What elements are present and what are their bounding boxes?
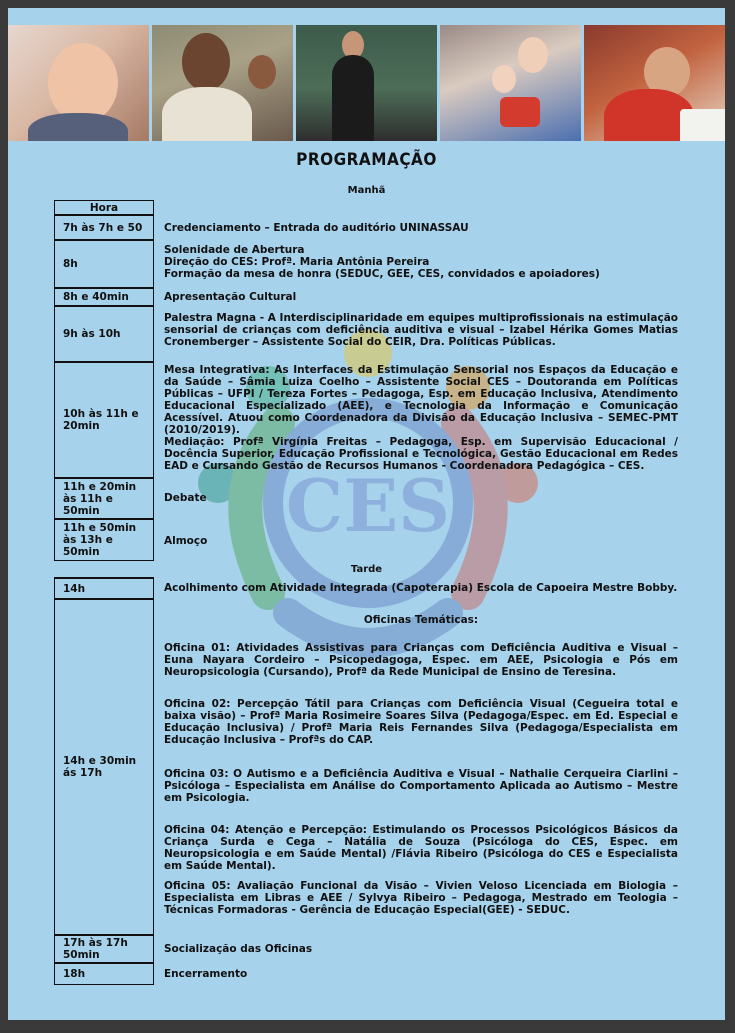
logo-text: CES: [285, 463, 451, 548]
banner-photo-child-hearing-aid: [8, 25, 149, 141]
description-line: Debate: [164, 492, 207, 504]
workshop-item: Oficina 01: Atividades Assistivas para Crianças com Deficiência Auditiva e Visual – Euna Nayara Cordeiro – Psicopedagoga, Espec. em AEE, Psicologia e Pós em Neuropsicologia (Cursando), Profª da Rede Municipal de Ensino de Teresina.: [164, 642, 678, 678]
schedule-description: [164, 492, 678, 504]
banner-photo-boys-classroom: [152, 25, 293, 141]
workshop-item: Oficina 03: O Autismo e a Deficiência Auditiva e Visual – Nathalie Cerqueira Ciarlini – Psicóloga – Especialista em Análise do Comportamento Aplicada ao Autismo – Mestre em Psicologia.: [164, 768, 678, 804]
hour-header: Hora: [54, 200, 154, 215]
description-line: Formação da mesa de honra (SEDUC, GEE, CES, convidados e apoiadores): [164, 268, 600, 280]
banner-photo-teacher-blackboard: [296, 25, 437, 141]
hour-cell: 10h às 11h e 20min: [54, 362, 154, 478]
page-title: PROGRAMAÇÃO: [296, 150, 437, 170]
hour-cell: 8h e 40min: [54, 288, 154, 306]
schedule-description: [164, 364, 678, 472]
workshop-item: Oficina 05: Avaliação Funcional da Visão – Vivien Veloso Licenciada em Biologia – Especialista em Libras e AEE / Sylvya Ribeiro – Pedagoga, Mestrado em Teologia – Técnicas Formadoras - Gerência de Educação Especial(GEE) - SEDUC.: [164, 880, 678, 916]
description-line: Credenciamento – Entrada do auditório UNINASSAU: [164, 222, 469, 234]
hour-cell: 14h: [54, 578, 154, 599]
morning-label: Manhã: [347, 185, 386, 196]
banner-photo-child-with-mother: [440, 25, 581, 141]
description-line: Encerramento: [164, 968, 248, 980]
hour-cell: 17h às 17h 50min: [54, 935, 154, 963]
photo-banner: [8, 25, 725, 141]
description-line: Apresentação Cultural: [164, 291, 297, 303]
hour-cell: 8h: [54, 240, 154, 288]
schedule-description: [164, 312, 678, 348]
afternoon-label: Tarde: [350, 564, 383, 575]
workshop-item: Oficina 04: Atenção e Percepção: Estimulando os Processos Psicológicos Básicos da Criança Surda e Cega – Natália de Souza (Psicóloga do CES, Espec. em Neuropsicologia e em Saúde Mental) /Flávia Ribeiro (Psicóloga do CES e Especialista em Saúde Mental).: [164, 824, 678, 872]
hour-cell: 14h e 30min ás 17h: [54, 599, 154, 935]
description-line: Mesa Integrativa: As Interfaces da Estimulação Sensorial nos Espaços da Educação e da Saúde – Sâmia Luiza Coelho – Assistente Social CES – Doutoranda em Políticas Públicas – UFPI / Tereza Fortes – Pedagoga, Esp. em Educação Inclusiva, Atendimento Educacional Especializado (AEE), e Tecnologia da Informação e Comunicação Acessível. Atuou como Coordenadora da Divisão da Educação Inclusiva – SEMEC-PMT (2010/2019).: [164, 364, 678, 436]
hour-cell: 9h às 10h: [54, 306, 154, 362]
schedule-description: [164, 222, 678, 234]
hour-cell: 11h e 50min às 13h e 50min: [54, 519, 154, 561]
description-line: Acolhimento com Atividade Integrada (Capoterapia) Escola de Capoeira Mestre Bobby.: [164, 582, 678, 594]
banner-photo-child-braille: [584, 25, 725, 141]
hour-cell: 11h e 20min às 11h e 50min: [54, 478, 154, 519]
description-line: Almoço: [164, 535, 208, 547]
schedule-description: [164, 943, 678, 955]
description-line: Socialização das Oficinas: [164, 943, 313, 955]
workshops-heading: Oficinas Temáticas:: [363, 614, 479, 626]
workshop-item: Oficina 02: Percepção Tátil para Crianças com Deficiência Visual (Cegueira total e baixa visão) – Profª Maria Rosimeire Soares Silva (Pedagoga/Espec. em Ed. Especial e Educação Inclusiva) / Profª Maria Reis Fernandes Silva (Pedagoga/Especialista em Educação Inclusiva – Profªs do CAP.: [164, 698, 678, 746]
description-line: Direção do CES: Profª. Maria Antônia Pereira: [164, 256, 430, 268]
schedule-description: [164, 582, 678, 594]
hour-cell: 18h: [54, 963, 154, 985]
schedule-description: [164, 535, 678, 547]
description-line: Mediação: Profª Virgínia Freitas – Pedagoga, Esp. em Supervisão Educacional / Docência Superior, Educação Profissional e Tecnológica, Gestão Educacional em Redes EAD e Cursando Gestão de Recursos Humanos - Coordenadora Pedagógica – CES.: [164, 436, 678, 472]
description-line: Solenidade de Abertura: [164, 244, 305, 256]
schedule-description: [164, 291, 678, 303]
program-page: [8, 8, 725, 1020]
hour-cell: 7h às 7h e 50: [54, 215, 154, 240]
schedule-description: [164, 244, 678, 280]
description-line: Palestra Magna - A Interdisciplinaridade em equipes multiprofissionais na estimulação sensorial de crianças com deficiência auditiva e visual – Izabel Hérika Gomes Matias Cronemberger – Assistente Social do CEIR, Dra. Políticas Públicas.: [164, 312, 678, 348]
schedule-description: [164, 968, 678, 980]
